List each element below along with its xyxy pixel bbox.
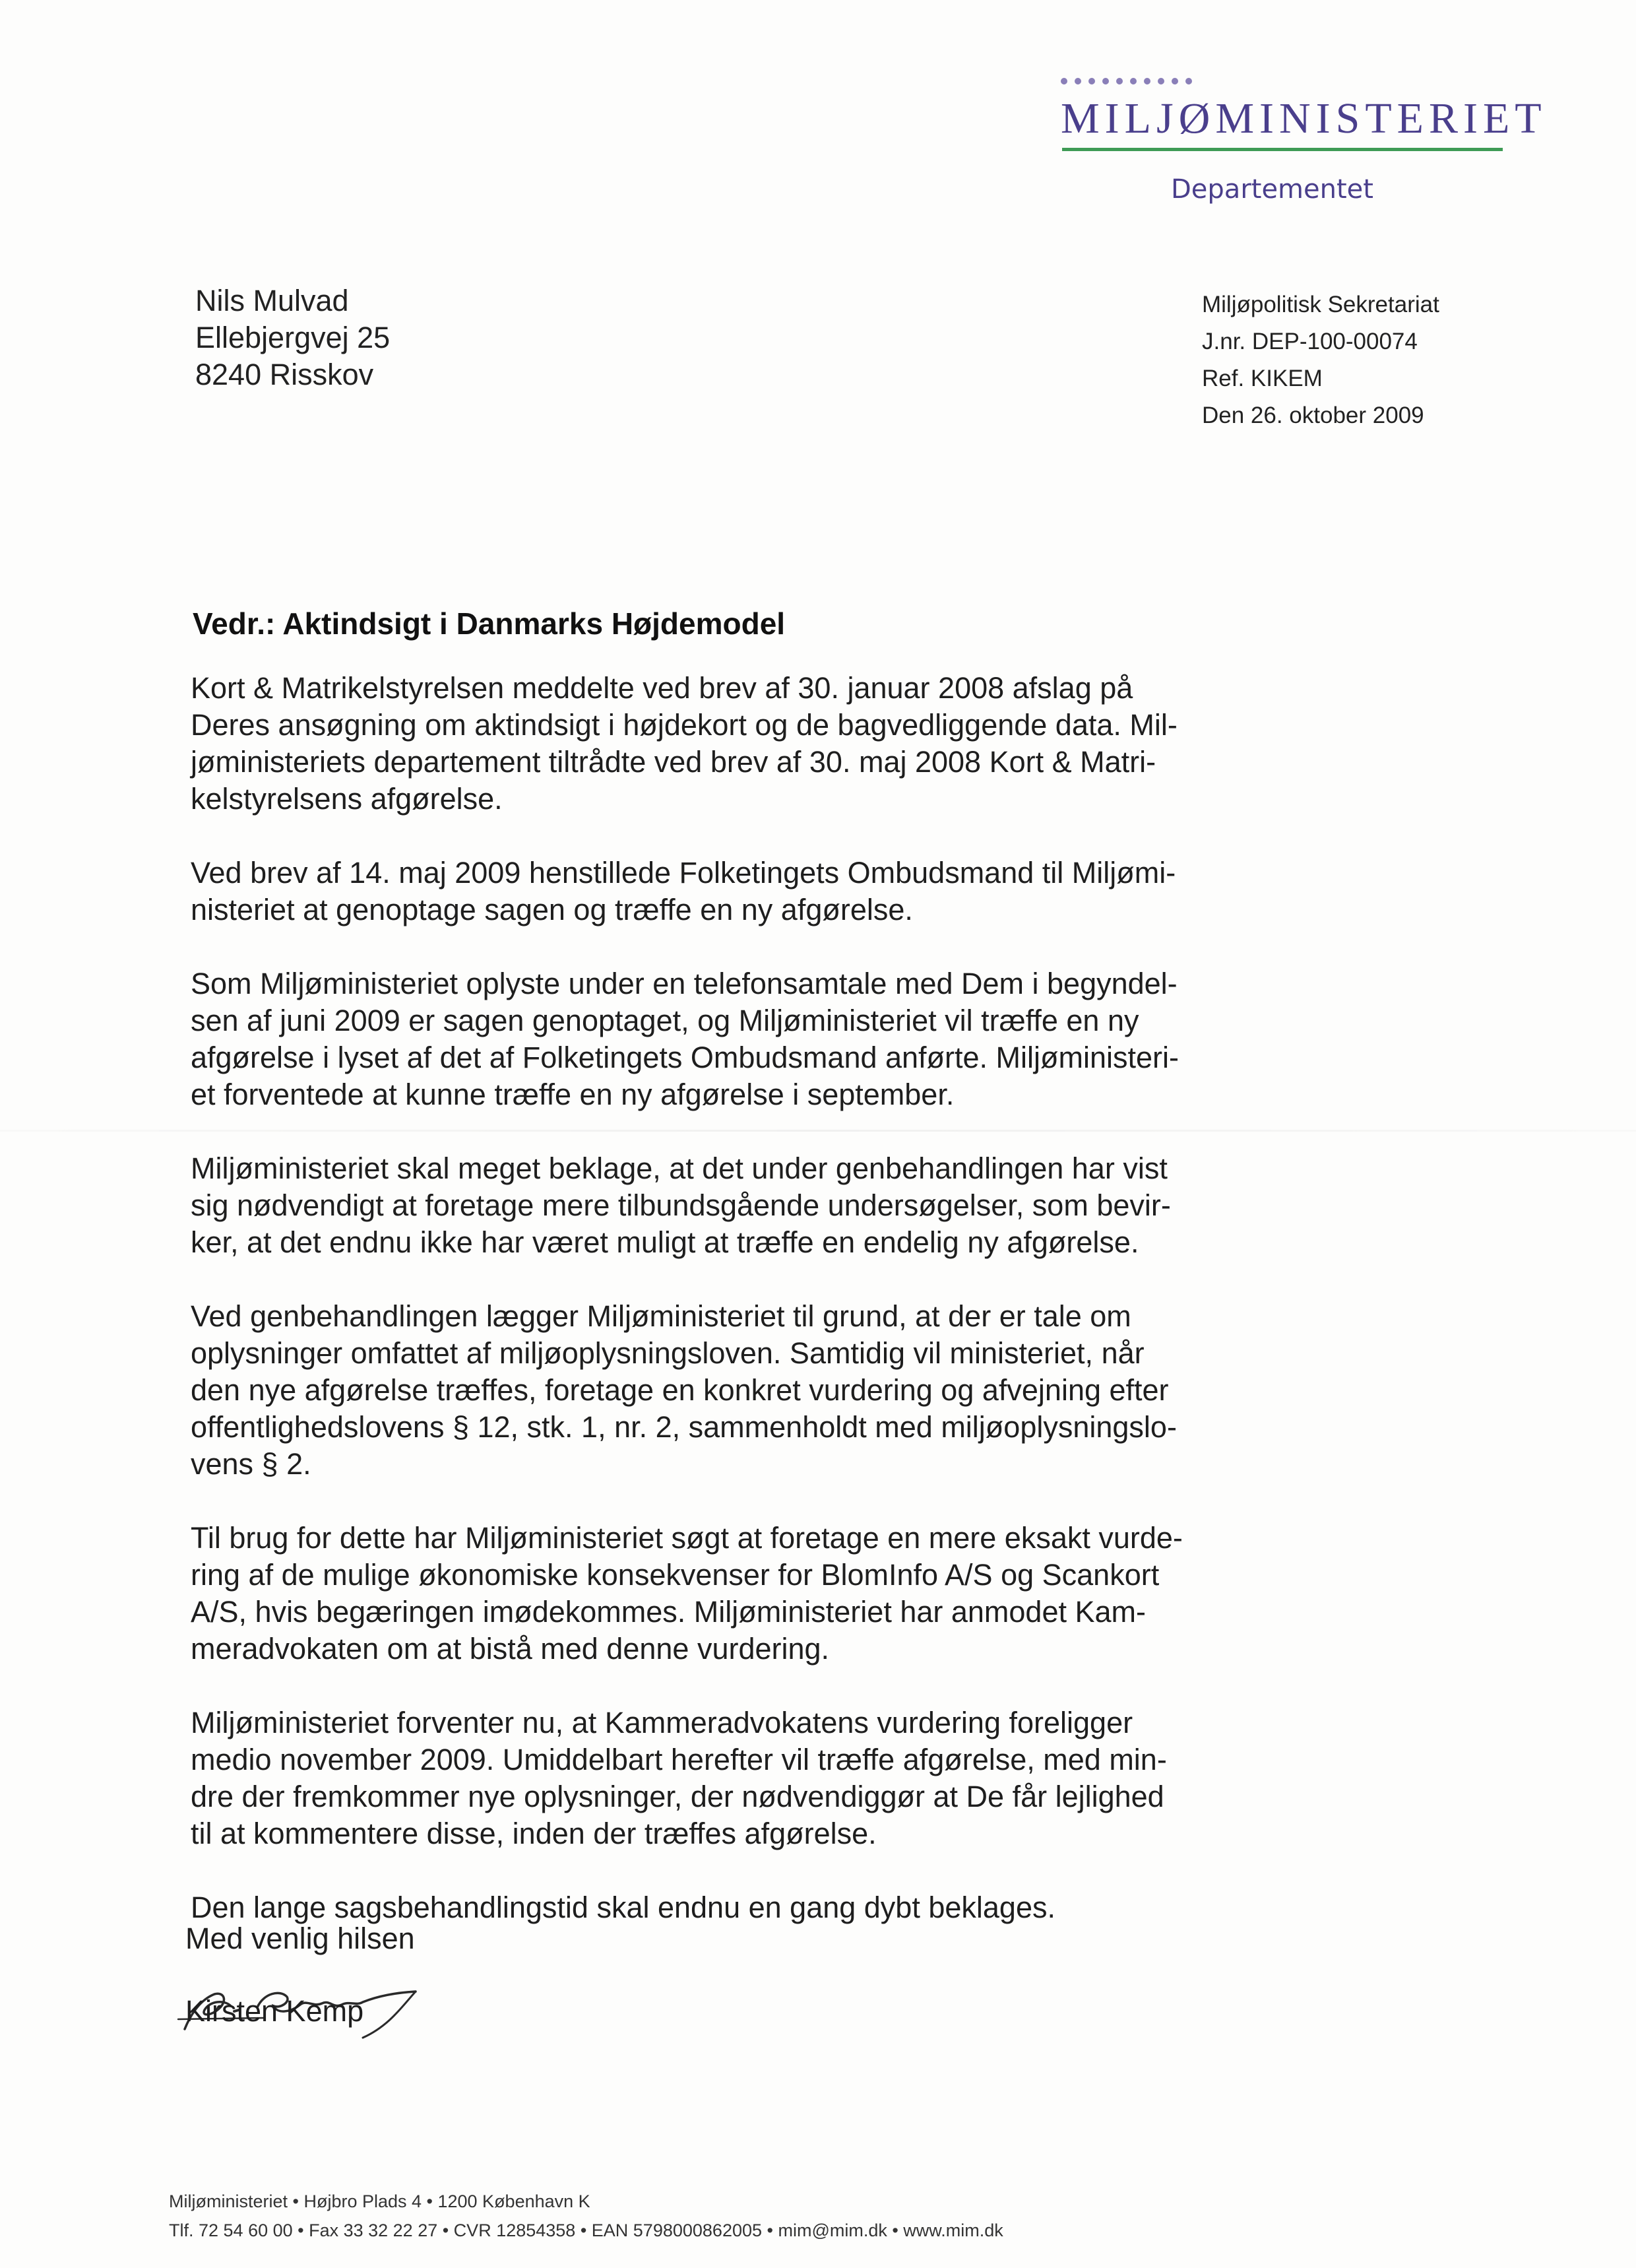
- body-line: meradvokaten om at bistå med denne vurdering.: [191, 1632, 830, 1666]
- body-paragraph: [191, 1150, 1236, 1261]
- body-line: Ved genbehandlingen lægger Miljøministeriet til grund, at der er tale om: [191, 1299, 1131, 1333]
- body-line: ker, at det endnu ikke har været muligt at træffe en endelig ny afgørelse.: [191, 1225, 1139, 1259]
- body-line: Den lange sagsbehandlingstid skal endnu en gang dybt beklages.: [191, 1891, 1055, 1924]
- footer-address: Miljøministeriet • Højbro Plads 4 • 1200 København K: [169, 2191, 590, 2211]
- body-line: oplysninger omfattet af miljøoplysningsloven. Samtidig vil ministeriet, når: [191, 1336, 1145, 1370]
- body-line: et forventede at kunne træffe en ny afgørelse i september.: [191, 1078, 955, 1111]
- body-line: Kort & Matrikelstyrelsen meddelte ved brev af 30. januar 2008 afslag på: [191, 671, 1133, 705]
- body-paragraph: [191, 1520, 1236, 1668]
- body-line: afgørelse i lyset af det af Folketingets Ombudsmand anførte. Miljøministeri-: [191, 1041, 1180, 1074]
- footer-contact: Tlf. 72 54 60 00 • Fax 33 32 22 27 • CVR 12854358 • EAN 5798000862005 • mim@mim.dk • www.mim.dk: [169, 2220, 1003, 2240]
- recipient-city: 8240 Risskov: [195, 358, 374, 391]
- letter-date: Den 26. oktober 2009: [1202, 403, 1424, 428]
- body-paragraph: [191, 855, 1236, 928]
- recipient-name: Nils Mulvad: [195, 284, 349, 317]
- body-line: Som Miljøministeriet oplyste under en telefonsamtale med Dem i begyndel-: [191, 967, 1178, 1000]
- body-line: sig nødvendigt at foretage mere tilbundsgående undersøgelser, som bevir-: [191, 1188, 1171, 1222]
- reference-unit: Miljøpolitisk Sekretariat: [1202, 292, 1439, 317]
- letter-footer: [169, 2187, 1003, 2245]
- body-line: den nye afgørelse træffes, foretage en konkret vurdering og afvejning efter: [191, 1373, 1169, 1407]
- signer-name: Kirsten Kemp: [185, 1994, 364, 2028]
- body-line: Deres ansøgning om aktindsigt i højdekort og de bagvedliggende data. Mil-: [191, 708, 1178, 742]
- body-paragraph: [191, 1704, 1236, 1852]
- body-line: Ved brev af 14. maj 2009 henstillede Folketingets Ombudsmand til Miljømi-: [191, 856, 1176, 890]
- body-line: offentlighedslovens § 12, stk. 1, nr. 2, sammenholdt med miljøoplysningslo-: [191, 1410, 1177, 1444]
- ministry-logo: MILJØMINISTERIET: [1061, 94, 1547, 143]
- body-paragraph: [191, 965, 1236, 1113]
- body-line: Miljøministeriet skal meget beklage, at det under genbehandlingen har vist: [191, 1151, 1168, 1185]
- body-line: sen af juni 2009 er sagen genoptaget, og Miljøministeriet vil træffe en ny: [191, 1004, 1139, 1037]
- body-line: kelstyrelsens afgørelse.: [191, 782, 503, 816]
- letterhead-dots: [1061, 78, 1192, 84]
- recipient-address: [195, 282, 390, 393]
- body-line: A/S, hvis begæringen imødekommes. Miljøministeriet har anmodet Kam-: [191, 1595, 1146, 1629]
- body-line: Miljøministeriet forventer nu, at Kammeradvokatens vurdering foreligger: [191, 1706, 1133, 1739]
- body-line: Til brug for dette har Miljøministeriet søgt at foretage en mere eksakt vurde-: [191, 1521, 1183, 1555]
- body-paragraph: [191, 1298, 1236, 1483]
- reference-block: [1202, 286, 1439, 434]
- body-line: vens § 2.: [191, 1447, 311, 1481]
- body-line: til at kommentere disse, inden der træffes afgørelse.: [191, 1817, 877, 1850]
- letterhead-rule: [1062, 148, 1503, 151]
- reference-ref: Ref. KIKEM: [1202, 366, 1323, 391]
- body-line: jøministeriets departement tiltrådte ved brev af 30. maj 2008 Kort & Matri-: [191, 745, 1156, 779]
- recipient-street: Ellebjergvej 25: [195, 321, 391, 354]
- department-name: Departementet: [1171, 174, 1373, 205]
- body-paragraph: [191, 670, 1236, 818]
- body-line: dre der fremkommer nye oplysninger, der nødvendiggør at De får lejlighed: [191, 1780, 1164, 1813]
- closing-phrase: Med venlig hilsen: [185, 1922, 415, 1955]
- reference-journal: J.nr. DEP-100-00074: [1202, 329, 1418, 354]
- body-line: nisteriet at genoptage sagen og træffe en ny afgørelse.: [191, 893, 913, 926]
- body-paragraph: [191, 1889, 1236, 1926]
- body-line: medio november 2009. Umiddelbart herefter vil træffe afgørelse, med min-: [191, 1743, 1167, 1776]
- body-line: ring af de mulige økonomiske konsekvenser for BlomInfo A/S og Scankort: [191, 1558, 1160, 1592]
- letter-body: [191, 670, 1236, 1963]
- letter-subject: Vedr.: Aktindsigt i Danmarks Højdemodel: [193, 606, 786, 641]
